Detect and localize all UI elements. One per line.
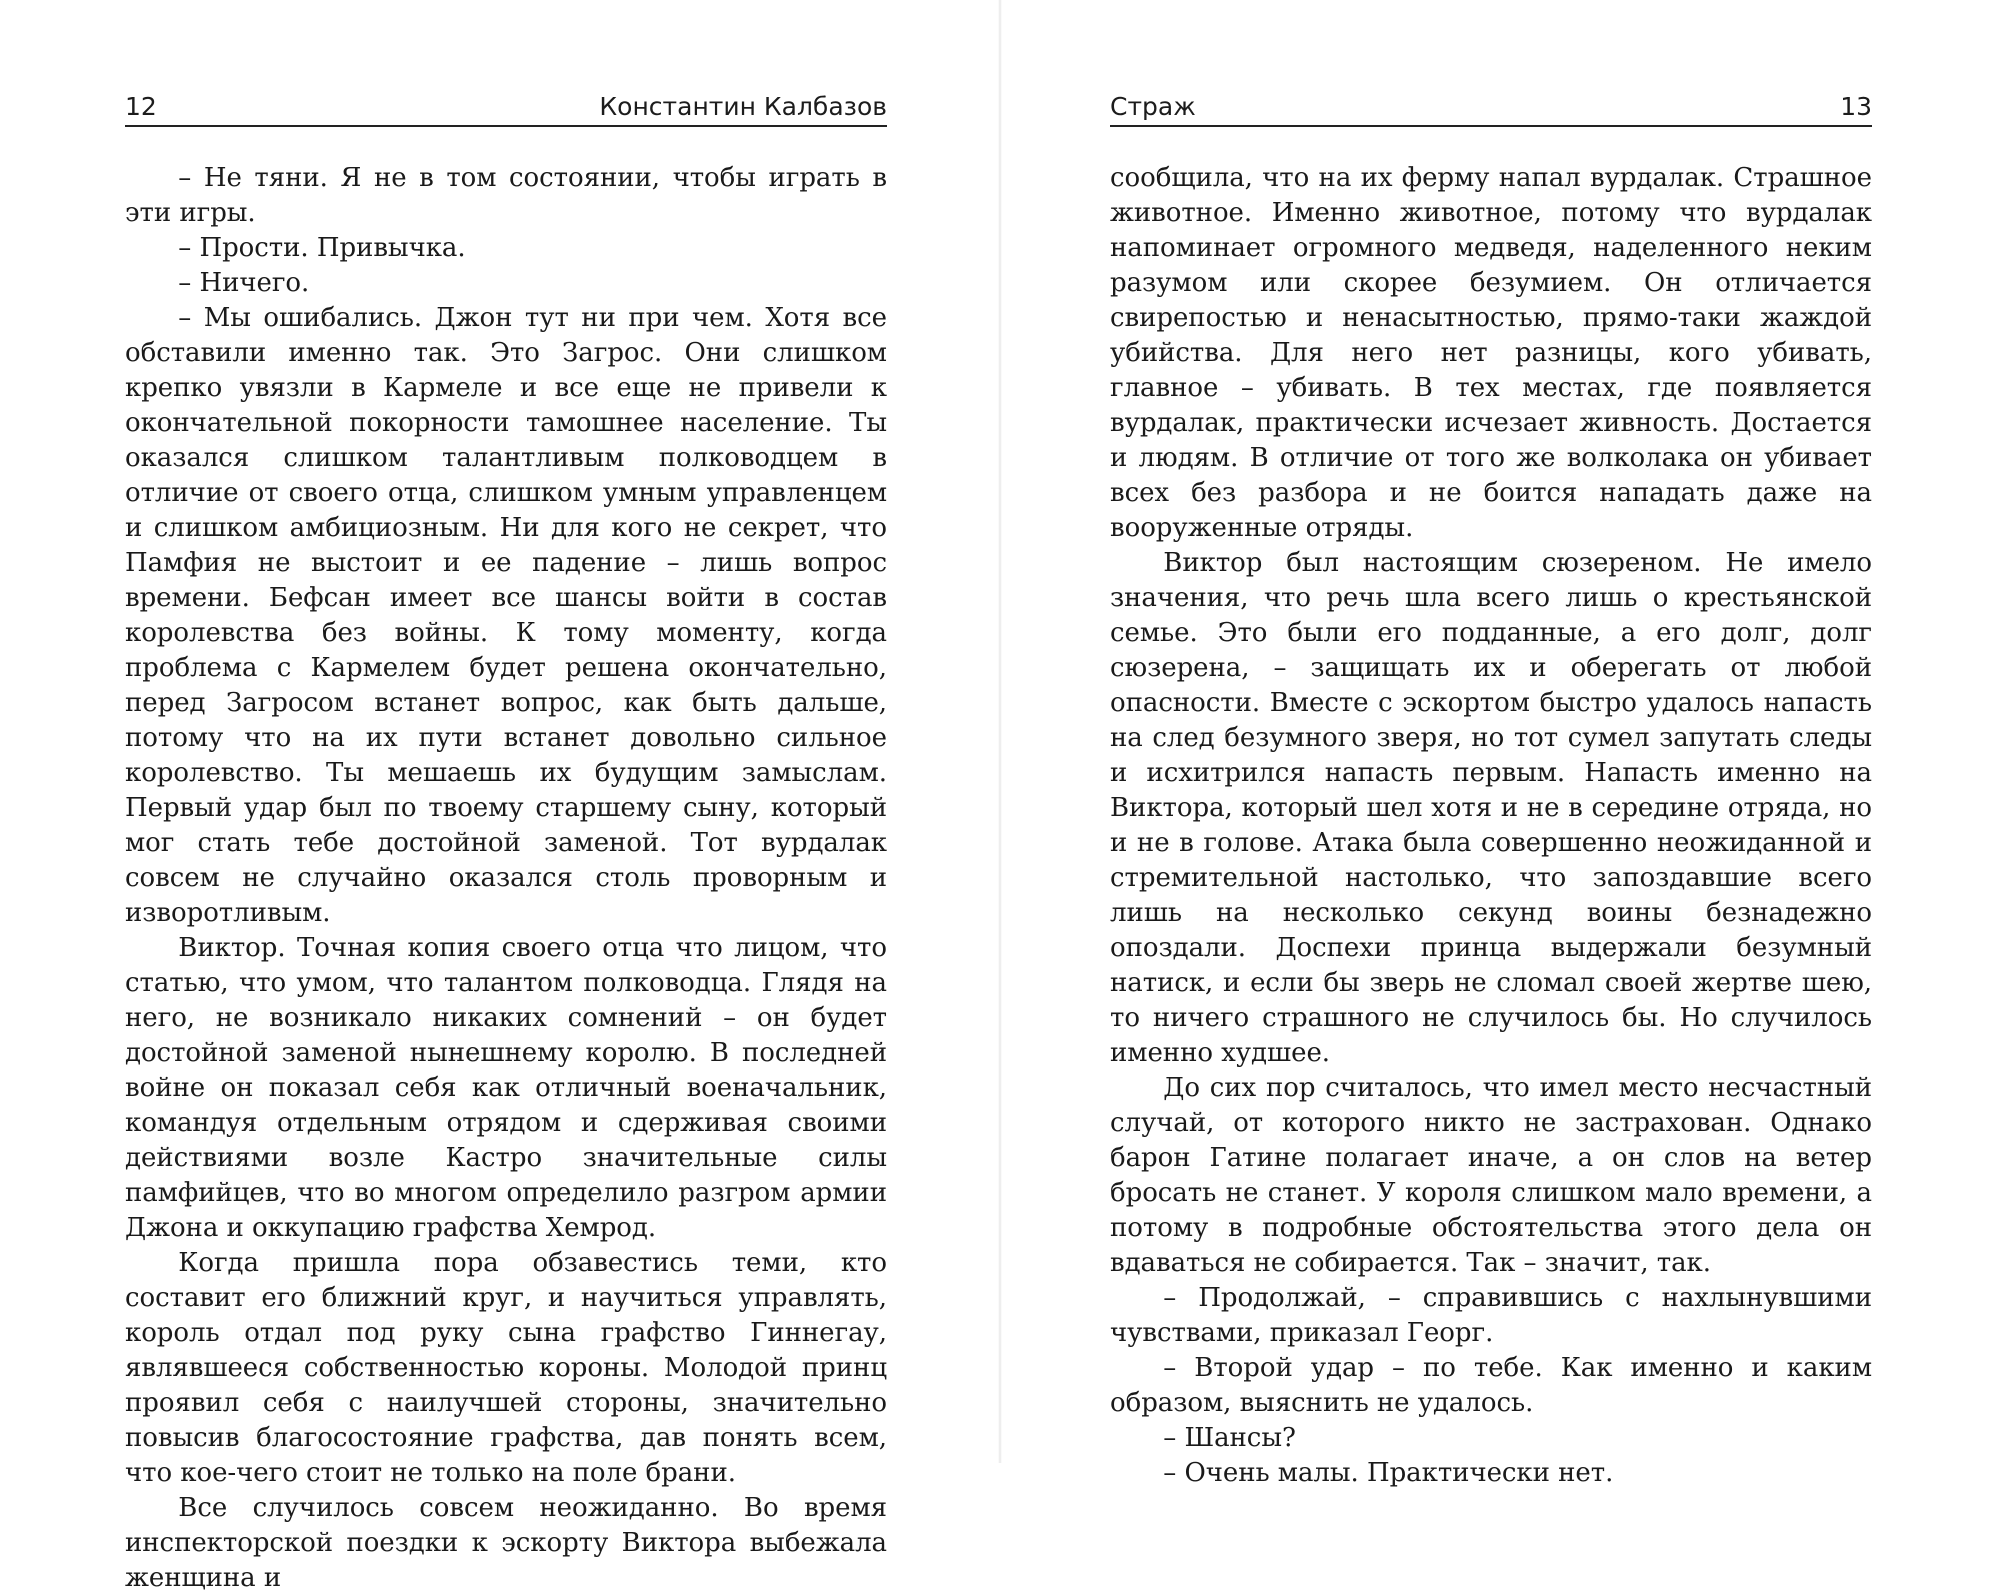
right-running-head [1110, 92, 1872, 132]
left-page-text [125, 161, 887, 1596]
right-page-text [1110, 161, 1872, 1491]
right-running-title: Страж [1110, 92, 1196, 121]
left-header-rule [125, 125, 887, 127]
paragraph: Все случилось совсем неожиданно. Во время инспекторской поездки к эскорту Виктора выбежала женщина и [125, 1493, 887, 1593]
paragraph: – Ничего. [178, 268, 310, 298]
paragraph: – Прости. Привычка. [178, 233, 466, 263]
paragraph: – Не тяни. Я не в том состоянии, чтобы играть в эти игры. [125, 163, 887, 228]
paragraph: – Очень малы. Практически нет. [1163, 1458, 1614, 1488]
left-running-head [125, 92, 887, 132]
paragraph: – Шансы? [1163, 1423, 1296, 1453]
paragraph: – Мы ошибались. Джон тут ни при чем. Хотя все обставили именно так. Это Загрос. Они слишком крепко увязли в Кармеле и все еще не привели к окончательной покорности тамошнее население. Ты оказался слишком талантливым полководцем в отличие от своего отца, слишком умным управленцем и слишком амбициозным. Ни для кого не секрет, что Памфия не выстоит и ее падение – лишь вопрос времени. Бефсан имеет все шансы войти в состав королевства без войны. К тому моменту, когда проблема с Кармелем будет решена окончательно, перед Загросом встанет вопрос, как быть дальше, потому что на их пути встанет довольно сильное королевство. Ты мешаешь их будущим замыслам. Первый удар был по твоему старшему сыну, который мог стать тебе достойной заменой. Тот вурдалак совсем не случайно оказался столь проворным и изворотливым. [125, 303, 887, 928]
paragraph: Виктор. Точная копия своего отца что лицом, что статью, что умом, что талантом полководца. Глядя на него, не возникало никаких сомнений – он будет достойной заменой нынешнему королю. В последней войне он показал себя как отличный военачальник, командуя отдельным отрядом и сдерживая своими действиями возле Кастро значительные силы памфийцев, что во многом определило разгром армии Джона и оккупацию графства Хемрод. [125, 933, 887, 1243]
left-page [0, 0, 1000, 1593]
left-running-title: Константин Калбазов [599, 92, 887, 121]
paragraph: – Продолжай, – справившись с нахлынувшими чувствами, приказал Георг. [1110, 1283, 1872, 1348]
paragraph: – Второй удар – по тебе. Как именно и каким образом, выяснить не удалось. [1110, 1353, 1872, 1418]
right-page [1000, 0, 2000, 1488]
paragraph: сообщила, что на их ферму напал вурдалак. Страшное животное. Именно животное, потому что вурдалак напоминает огромного медведя, наделенного неким разумом или скорее безумием. Он отличается свирепостью и ненасытностью, прямо-таки жаждой убийства. Для него нет разницы, кого убивать, главное – убивать. В тех местах, где появляется вурдалак, практически исчезает живность. Достается и людям. В отличие от того же волколака он убивает всех без разбора и не боится нападать даже на вооруженные отряды. [1110, 163, 1872, 543]
paragraph: Когда пришла пора обзавестись теми, кто составит его ближний круг, и научиться управлять, король отдал под руку сына графство Гиннегау, являвшееся собственностью короны. Молодой принц проявил себя с наилучшей стороны, значительно повысив благосостояние графства, дав понять всем, что кое-чего стоит не только на поле брани. [125, 1248, 887, 1488]
right-header-rule [1110, 125, 1872, 127]
left-page-number: 12 [125, 92, 157, 121]
paragraph: До сих пор считалось, что имел место несчастный случай, от которого никто не застрахован. Однако барон Гатине полагает иначе, а он слов на ветер бросать не станет. У короля слишком мало времени, а потому в подробные обстоятельства этого дела он вдаваться не собирается. Так – значит, так. [1110, 1073, 1872, 1278]
paragraph: Виктор был настоящим сюзереном. Не имело значения, что речь шла всего лишь о крестьянской семье. Это были его подданные, а его долг, долг сюзерена, – защищать их и оберегать от любой опасности. Вместе с эскортом быстро удалось напасть на след безумного зверя, но тот сумел запутать следы и исхитрился напасть первым. Напасть именно на Виктора, который шел хотя и не в середине отряда, но и не в голове. Атака была совершенно неожиданной и стремительной настолько, что запоздавшие всего лишь на несколько секунд воины безнадежно опоздали. Доспехи принца выдержали безумный натиск, и если бы зверь не сломал своей жертве шею, то ничего страшного не случилось бы. Но случилось именно худшее. [1110, 548, 1872, 1068]
right-page-number: 13 [1840, 92, 1872, 121]
